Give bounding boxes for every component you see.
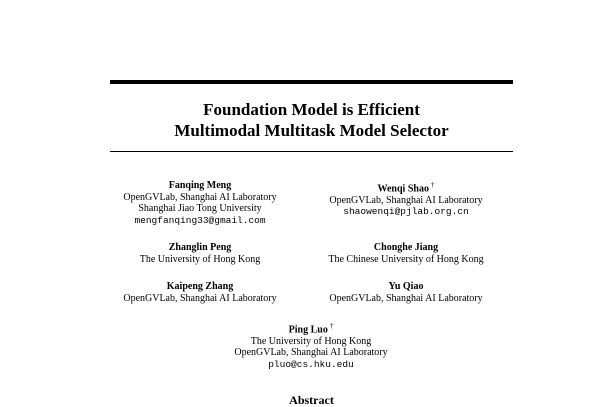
- author-email: pluo@cs.hku.edu: [268, 358, 354, 370]
- author-block-fanqing-meng: [110, 180, 290, 226]
- author-affiliation: Shanghai Jiao Tong University: [138, 203, 262, 214]
- author-affiliation: The Chinese University of Hong Kong: [328, 253, 484, 265]
- author-name-text: Ping Luo: [288, 324, 328, 336]
- abstract-heading: Abstract: [289, 393, 334, 407]
- author-block-yu-qiao: [316, 281, 496, 304]
- paper-title-line-2: Multimodal Multitask Model Selector: [174, 121, 449, 140]
- author-block-kaipeng-zhang: [110, 281, 290, 304]
- author-name: [200, 321, 422, 336]
- author-email: shaowenqi@pjlab.org.cn: [343, 206, 469, 218]
- title-rule-top: [110, 80, 513, 84]
- author-name: Zhanglin Peng: [168, 242, 232, 253]
- author-affiliation: OpenGVLab, Shanghai AI Laboratory: [329, 194, 483, 206]
- author-name: [316, 180, 496, 195]
- author-name: Yu Qiao: [388, 281, 424, 292]
- author-block-zhanglin-peng: [110, 242, 290, 265]
- corresponding-author-dagger: †: [430, 181, 435, 189]
- author-affiliation: The University of Hong Kong: [139, 253, 261, 265]
- paper-title-line-1: Foundation Model is Efficient: [203, 100, 420, 119]
- author-affiliation: OpenGVLab, Shanghai AI Laboratory: [123, 191, 277, 203]
- author-affiliation: The University of Hong Kong: [250, 335, 372, 347]
- author-affiliation: OpenGVLab, Shanghai AI Laboratory: [329, 292, 483, 304]
- author-block-ping-luo: [200, 321, 422, 370]
- author-block-chonghe-jiang: [316, 242, 496, 265]
- author-email: mengfanqing33@gmail.com: [134, 214, 266, 226]
- author-block-wenqi-shao: [316, 180, 496, 218]
- corresponding-author-dagger: †: [329, 322, 334, 330]
- author-name: Chonghe Jiang: [373, 242, 439, 253]
- author-name: Fanqing Meng: [168, 180, 232, 191]
- paper-title: [110, 99, 513, 141]
- title-rule-bottom: [110, 151, 513, 152]
- author-name-text: Wenqi Shao: [377, 183, 429, 195]
- author-name: Kaipeng Zhang: [166, 281, 234, 292]
- author-affiliation: OpenGVLab, Shanghai AI Laboratory: [234, 347, 388, 359]
- author-affiliation: OpenGVLab, Shanghai AI Laboratory: [123, 292, 277, 304]
